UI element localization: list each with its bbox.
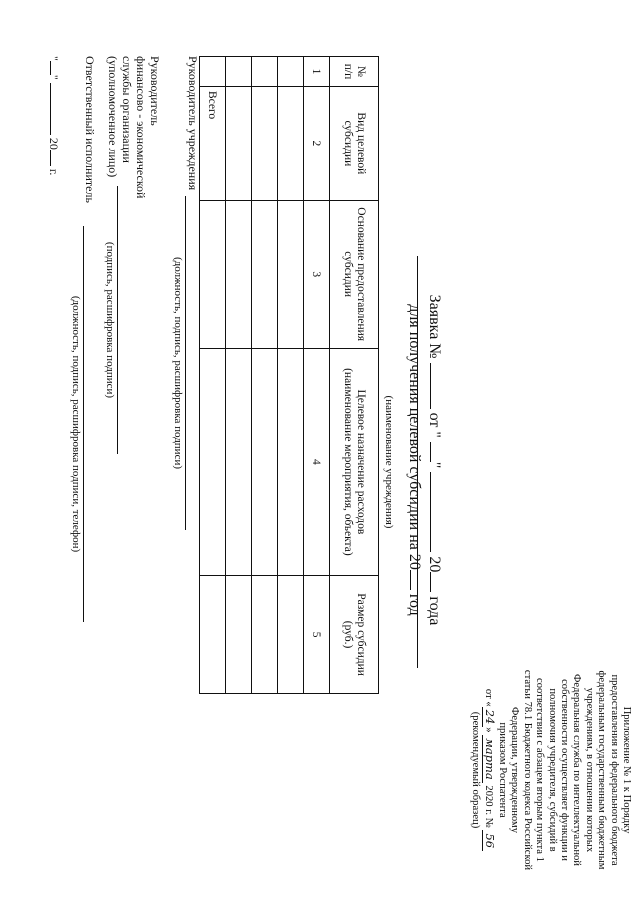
appendix-line: соответствии с абзацем вторым пункта 1	[534, 678, 546, 862]
appendix-line: Федерации, утвержденному	[509, 706, 521, 834]
header-number: № п/п	[330, 57, 379, 87]
executor-signature-line	[83, 226, 84, 622]
table-cell	[226, 200, 252, 348]
table-cell	[278, 86, 304, 200]
table-cell: 1	[304, 57, 330, 87]
table-cell	[278, 57, 304, 87]
table-cell	[226, 86, 252, 200]
head-label: Руководитель учреждения	[186, 56, 200, 191]
title-line-1: Заявка № от " " 20 года	[426, 294, 443, 626]
appendix-line: учреждениям, в отношении которых	[583, 687, 595, 853]
header-subsidy-type: Вид целевой субсидии	[330, 86, 379, 200]
appendix-date: от «24» марта 2020 г. № 56	[481, 658, 495, 882]
institution-line	[417, 256, 418, 668]
appendix-line: федеральным государственным бюджетным	[596, 670, 608, 870]
table-cell: 3	[304, 200, 330, 348]
total-label: Всего	[200, 86, 226, 200]
table-cell	[252, 576, 278, 694]
appendix-line: статьи 78.1 Бюджетного кодекса Российской	[521, 669, 533, 871]
handwritten-month: марта	[482, 735, 497, 783]
table-cell	[278, 348, 304, 576]
table-row	[226, 57, 252, 694]
table-cell	[252, 86, 278, 200]
header-basis: Основание предоставления субсидии	[330, 200, 379, 348]
table-cell	[278, 200, 304, 348]
table-cell	[200, 57, 226, 87]
appendix-line: Федеральная служба по интеллектуальной	[571, 674, 583, 866]
appendix-line: Приложение № 1 к Порядку	[621, 706, 632, 834]
header-amount: Размер субсидии (руб.)	[330, 576, 379, 694]
table-cell	[200, 348, 226, 576]
document-page	[20, 0, 640, 885]
table-cell	[278, 576, 304, 694]
table-cell	[200, 576, 226, 694]
handwritten-number: 56	[482, 830, 497, 851]
fin-head-label: Руководитель финансово - экономической службы организации (уполномоченное лицо)	[106, 56, 162, 199]
appendix-header	[469, 658, 632, 882]
institution-caption: (наименование учреждения)	[383, 395, 395, 529]
table-cell: 5	[304, 576, 330, 694]
table-cell	[200, 200, 226, 348]
table-cell	[226, 576, 252, 694]
handwritten-day: 24	[482, 707, 497, 728]
table-header-row	[330, 57, 379, 694]
table-cell	[226, 57, 252, 87]
head-signature-line	[185, 196, 186, 530]
appendix-note: (рекомендуемый образец)	[470, 711, 482, 829]
table-cell	[252, 348, 278, 576]
appendix-line: предоставления из федерального бюджета	[608, 674, 620, 866]
table-row	[304, 57, 330, 694]
appendix-line: собственности осуществляет функции и	[558, 679, 570, 861]
table-cell: 2	[304, 86, 330, 200]
appendix-line: полномочия учредителя, субсидий в	[546, 688, 558, 852]
table-total-row	[200, 57, 226, 694]
executor-caption: (должность, подпись, расшифровка подписи, телефон)	[70, 295, 82, 553]
table-row	[252, 57, 278, 694]
subsidy-table	[199, 56, 379, 694]
fin-signature-line	[117, 186, 118, 454]
table-cell	[252, 200, 278, 348]
fin-caption: (подпись, расшифровка подписи)	[104, 241, 116, 399]
header-purpose: Целевое назначение расходов (наименование мероприятия, объекта)	[330, 348, 379, 576]
executor-label: Ответственный исполнитель	[83, 56, 97, 203]
table-row	[278, 57, 304, 694]
table-cell: 4	[304, 348, 330, 576]
table-cell	[226, 348, 252, 576]
signature-date: "" 20 г.	[47, 56, 61, 176]
head-caption: (должность, подпись, расшифровка подписи)	[172, 256, 184, 470]
title-line-2: для получения целевой субсидии на 20 год	[406, 304, 423, 616]
appendix-line: приказом Роспатента	[496, 722, 508, 818]
table-cell	[252, 57, 278, 87]
document-title	[404, 190, 444, 730]
